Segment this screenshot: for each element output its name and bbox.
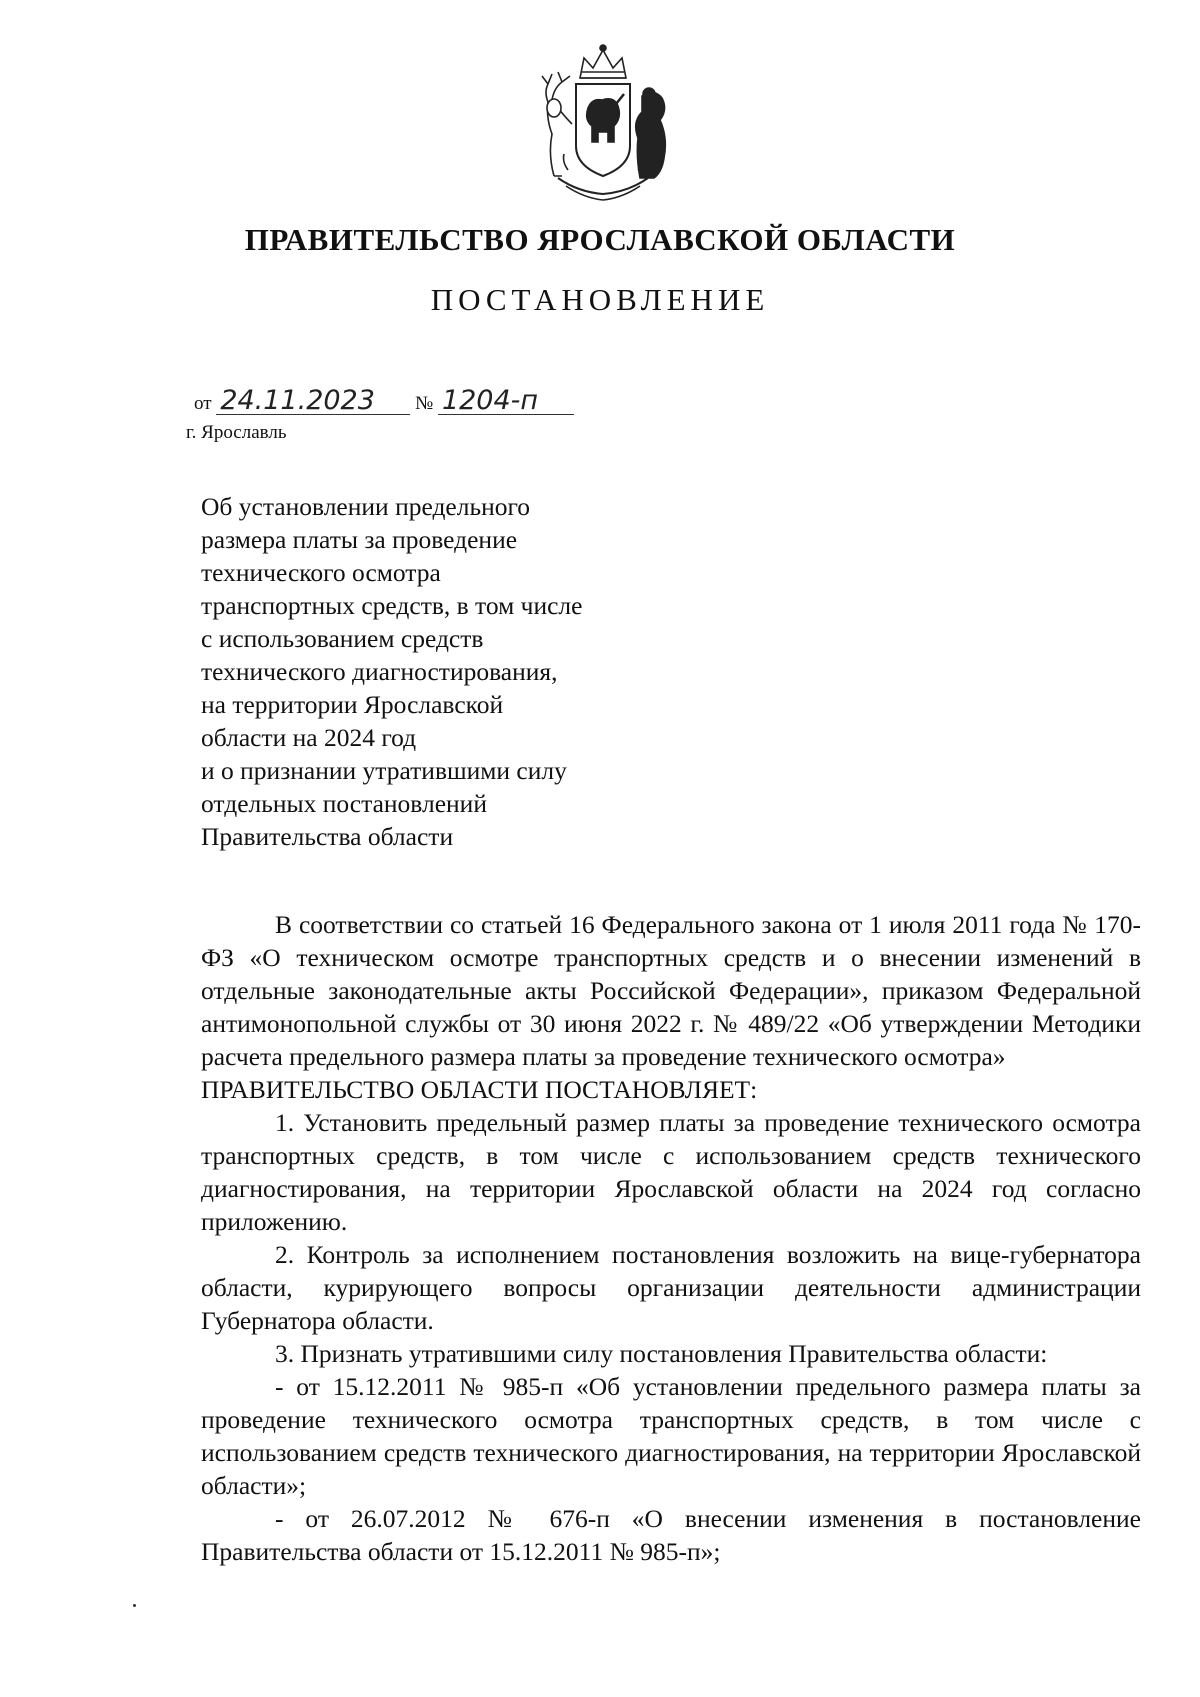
subject-line: отдельных постановлений <box>201 789 487 818</box>
preamble-paragraph: В соответствии со статьей 16 Федерального закона от 1 июля 2011 года № 170-ФЗ «О техническом осмотре транспортных средств и о внесении изменений в отдельные законодательные акты Российской Федерации», приказом Федеральной антимонопольной службы от 30 июня 2022 г. № 489/22 «Об утверждении Методики расчета предельного размера платы за проведение технического осмотра» <box>201 910 1141 1071</box>
item-1-paragraph: 1. Установить предельный размер платы за проведение технического осмотра транспортных средств, в том числе с использованием средств технического диагностирования, на территории Ярославской области на 2024 год согласно приложению. <box>201 1108 1141 1236</box>
subject-line: на территории Ярославской <box>201 690 504 719</box>
document-number: 1204-п <box>438 388 574 415</box>
subject-line: и о признании утратившими силу <box>201 756 567 785</box>
scan-speck <box>133 1604 136 1607</box>
document-date: 24.11.2023 <box>216 388 410 415</box>
subject-line: области на 2024 год <box>201 723 417 752</box>
resolves-heading: ПРАВИТЕЛЬСТВО ОБЛАСТИ ПОСТАНОВЛЯЕТ: <box>201 1075 758 1104</box>
number-label: № <box>415 393 434 414</box>
item-2-paragraph: 2. Контроль за исполнением постановления возложить на вице-губернатора области, курирующего вопросы организации деятельности администрации Губернатора области. <box>201 1240 1141 1335</box>
issuing-authority: ПРАВИТЕЛЬСТВО ЯРОСЛАВСКОЙ ОБЛАСТИ <box>244 222 956 257</box>
date-label: от <box>194 393 212 414</box>
item-3-subitem-b: - от 26.07.2012 № 676-п «О внесении изменения в постановление Правительства области от 15.12.2011 № 985-п»; <box>201 1504 1141 1566</box>
subject-line: с использованием средств <box>201 624 484 653</box>
document-subject <box>201 490 671 853</box>
coat-of-arms-icon <box>518 38 688 208</box>
subject-line: размера платы за проведение <box>201 525 518 554</box>
subject-line: транспортных средств, в том числе <box>201 591 583 620</box>
dateline <box>194 385 574 416</box>
document-body <box>201 908 1141 1568</box>
subject-line: технического диагностирования, <box>201 657 558 686</box>
item-3-subitem-a: - от 15.12.2011 № 985-п «Об установлении предельного размера платы за проведение технического осмотра транспортных средств, в том числе с использованием средств технического диагностирования, на территории Ярославской области»; <box>201 1372 1141 1500</box>
item-3-paragraph: 3. Признать утратившими силу постановления Правительства области: <box>275 1339 1048 1368</box>
subject-line: технического осмотра <box>201 558 441 587</box>
subject-line: Правительства области <box>201 822 454 851</box>
subject-line: Об установлении предельного <box>201 492 531 521</box>
city: г. Ярославль <box>186 422 287 443</box>
document-type: ПОСТАНОВЛЕНИЕ <box>430 282 770 317</box>
